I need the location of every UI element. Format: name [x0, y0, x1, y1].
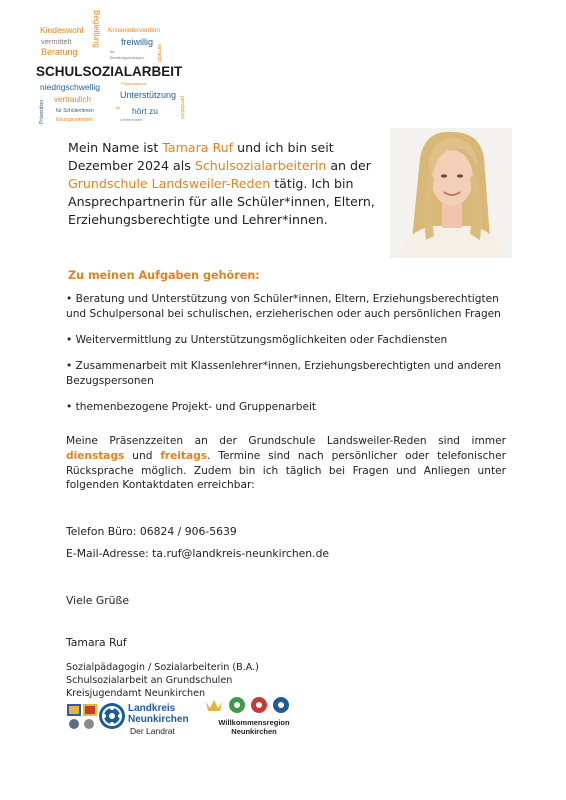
- welcome-region-icons: [204, 696, 300, 714]
- presence-day-2: freitags: [160, 449, 208, 462]
- task-item: • Weitervermittlung zu Unterstützungsmöglichkeiten oder Fachdiensten: [66, 334, 448, 346]
- intro-role: Schulsozialarbeiterin: [194, 158, 327, 173]
- presence-paragraph: [66, 434, 506, 493]
- wc-fur2: für: [116, 105, 121, 110]
- intro-name: Tamara Ruf: [162, 140, 234, 155]
- wc-begleitung: Begleitung: [92, 10, 101, 48]
- tasks-list: [66, 292, 506, 426]
- intro-text-1: Mein Name ist: [68, 140, 163, 155]
- signature-line-2: Schulsozialarbeit an Grundschulen: [66, 675, 233, 686]
- contact-email[interactable]: E-Mail-Adresse: ta.ruf@landkreis-neunkirchen.de: [66, 547, 330, 560]
- landkreis-label-2: Neunkirchen: [128, 714, 189, 725]
- presence-text-3: . Termine sind nach persönlicher oder telefonischer Rücksprache möglich. Zudem bin ich täglich bei Fragen und Anliegen unter folgenden Kontaktdaten erreichbar:: [66, 449, 506, 492]
- welcome-label-1: Willkommensregion: [218, 718, 290, 727]
- wc-vernetzt: vernetzt: [156, 44, 162, 62]
- landkreis-label-1: Landkreis: [128, 703, 176, 714]
- portrait-photo: [390, 128, 512, 258]
- signature-line-3: Kreisjugendamt Neunkirchen: [66, 688, 206, 699]
- intro-school: Grundschule Landsweiler-Reden: [68, 176, 271, 191]
- wc-unterstutzung: Unterstützung: [120, 90, 177, 100]
- intro-text-2: und ich bin seit Dezember 2024 als: [68, 140, 334, 173]
- landkreis-emblem-icon: [98, 702, 126, 730]
- wc-vertraulich: vertraulich: [54, 95, 91, 104]
- task-item: • Zusammenarbeit mit Klassenlehrer*innen, Erziehungsberechtigten und anderen Bezugspersonen: [66, 360, 502, 387]
- landkreis-logo-text: [128, 703, 189, 737]
- wc-beratung: Beratung: [41, 47, 78, 57]
- intro-text-3: an der: [326, 158, 371, 173]
- wc-schulsozialarbeit: SCHULSOZIALARBEIT: [36, 64, 183, 79]
- wc-lehrer: Lehrer/innen: [120, 117, 143, 122]
- wc-fur-schuler: für Schüler/innen: [56, 108, 94, 114]
- wc-niedrigschwellig: niedrigschwellig: [40, 82, 101, 92]
- welcome-label-2: Neunkirchen: [231, 727, 277, 736]
- coat-of-arms-logos: [66, 703, 98, 731]
- wc-krisenintervention: Krisenintervention: [108, 27, 161, 34]
- signature-line-1: Sozialpädagogin / Sozialarbeiterin (B.A.): [66, 662, 259, 673]
- wc-freiwillig: freiwillig: [121, 37, 154, 47]
- intro-paragraph: [68, 139, 388, 229]
- wc-losungsorientiert: lösungsorientiert: [56, 117, 93, 123]
- presence-text-2: und: [124, 449, 161, 462]
- word-cloud: [36, 8, 206, 123]
- wc-beratungsanfragen: Beratungsanfragen: [110, 55, 145, 60]
- wc-personlich: persönlich: [179, 96, 185, 119]
- signature-block: [66, 661, 259, 700]
- wc-physicalarbeit: Physicalarbeit: [121, 81, 146, 86]
- wc-pravention: Prävention: [39, 100, 45, 124]
- presence-day-1: dienstags: [66, 449, 125, 462]
- contact-phone: Telefon Büro: 06824 / 906-5639: [66, 525, 237, 538]
- landrat-label: Der Landrat: [130, 726, 175, 736]
- closing-name: Tamara Ruf: [66, 636, 127, 649]
- task-item: • themenbezogene Projekt- und Gruppenarbeit: [66, 401, 317, 413]
- tasks-heading: Zu meinen Aufgaben gehören:: [68, 269, 260, 282]
- closing-greeting: Viele Grüße: [66, 594, 129, 607]
- wc-hort-zu: hört zu: [132, 106, 158, 116]
- wc-kindeswohl: Kindeswohl: [40, 25, 84, 35]
- wc-fur: für: [110, 49, 115, 54]
- intro-text-4: tätig. Ich bin Ansprechpartnerin für alle Schüler*innen, Eltern, Erziehungsberechtigte und Lehrer*innen.: [68, 176, 375, 227]
- wc-vermittelt: vermittelt: [41, 37, 72, 46]
- presence-text-1: Meine Präsenzzeiten an der Grundschule Landsweiler-Reden sind immer: [66, 435, 506, 447]
- task-item: • Beratung und Unterstützung von Schüler*innen, Eltern, Erziehungsberechtigten und Schulpersonal bei schulischen, erzieherischen oder auch persönlichen Fragen: [66, 293, 501, 320]
- welcome-region-text: [202, 718, 306, 736]
